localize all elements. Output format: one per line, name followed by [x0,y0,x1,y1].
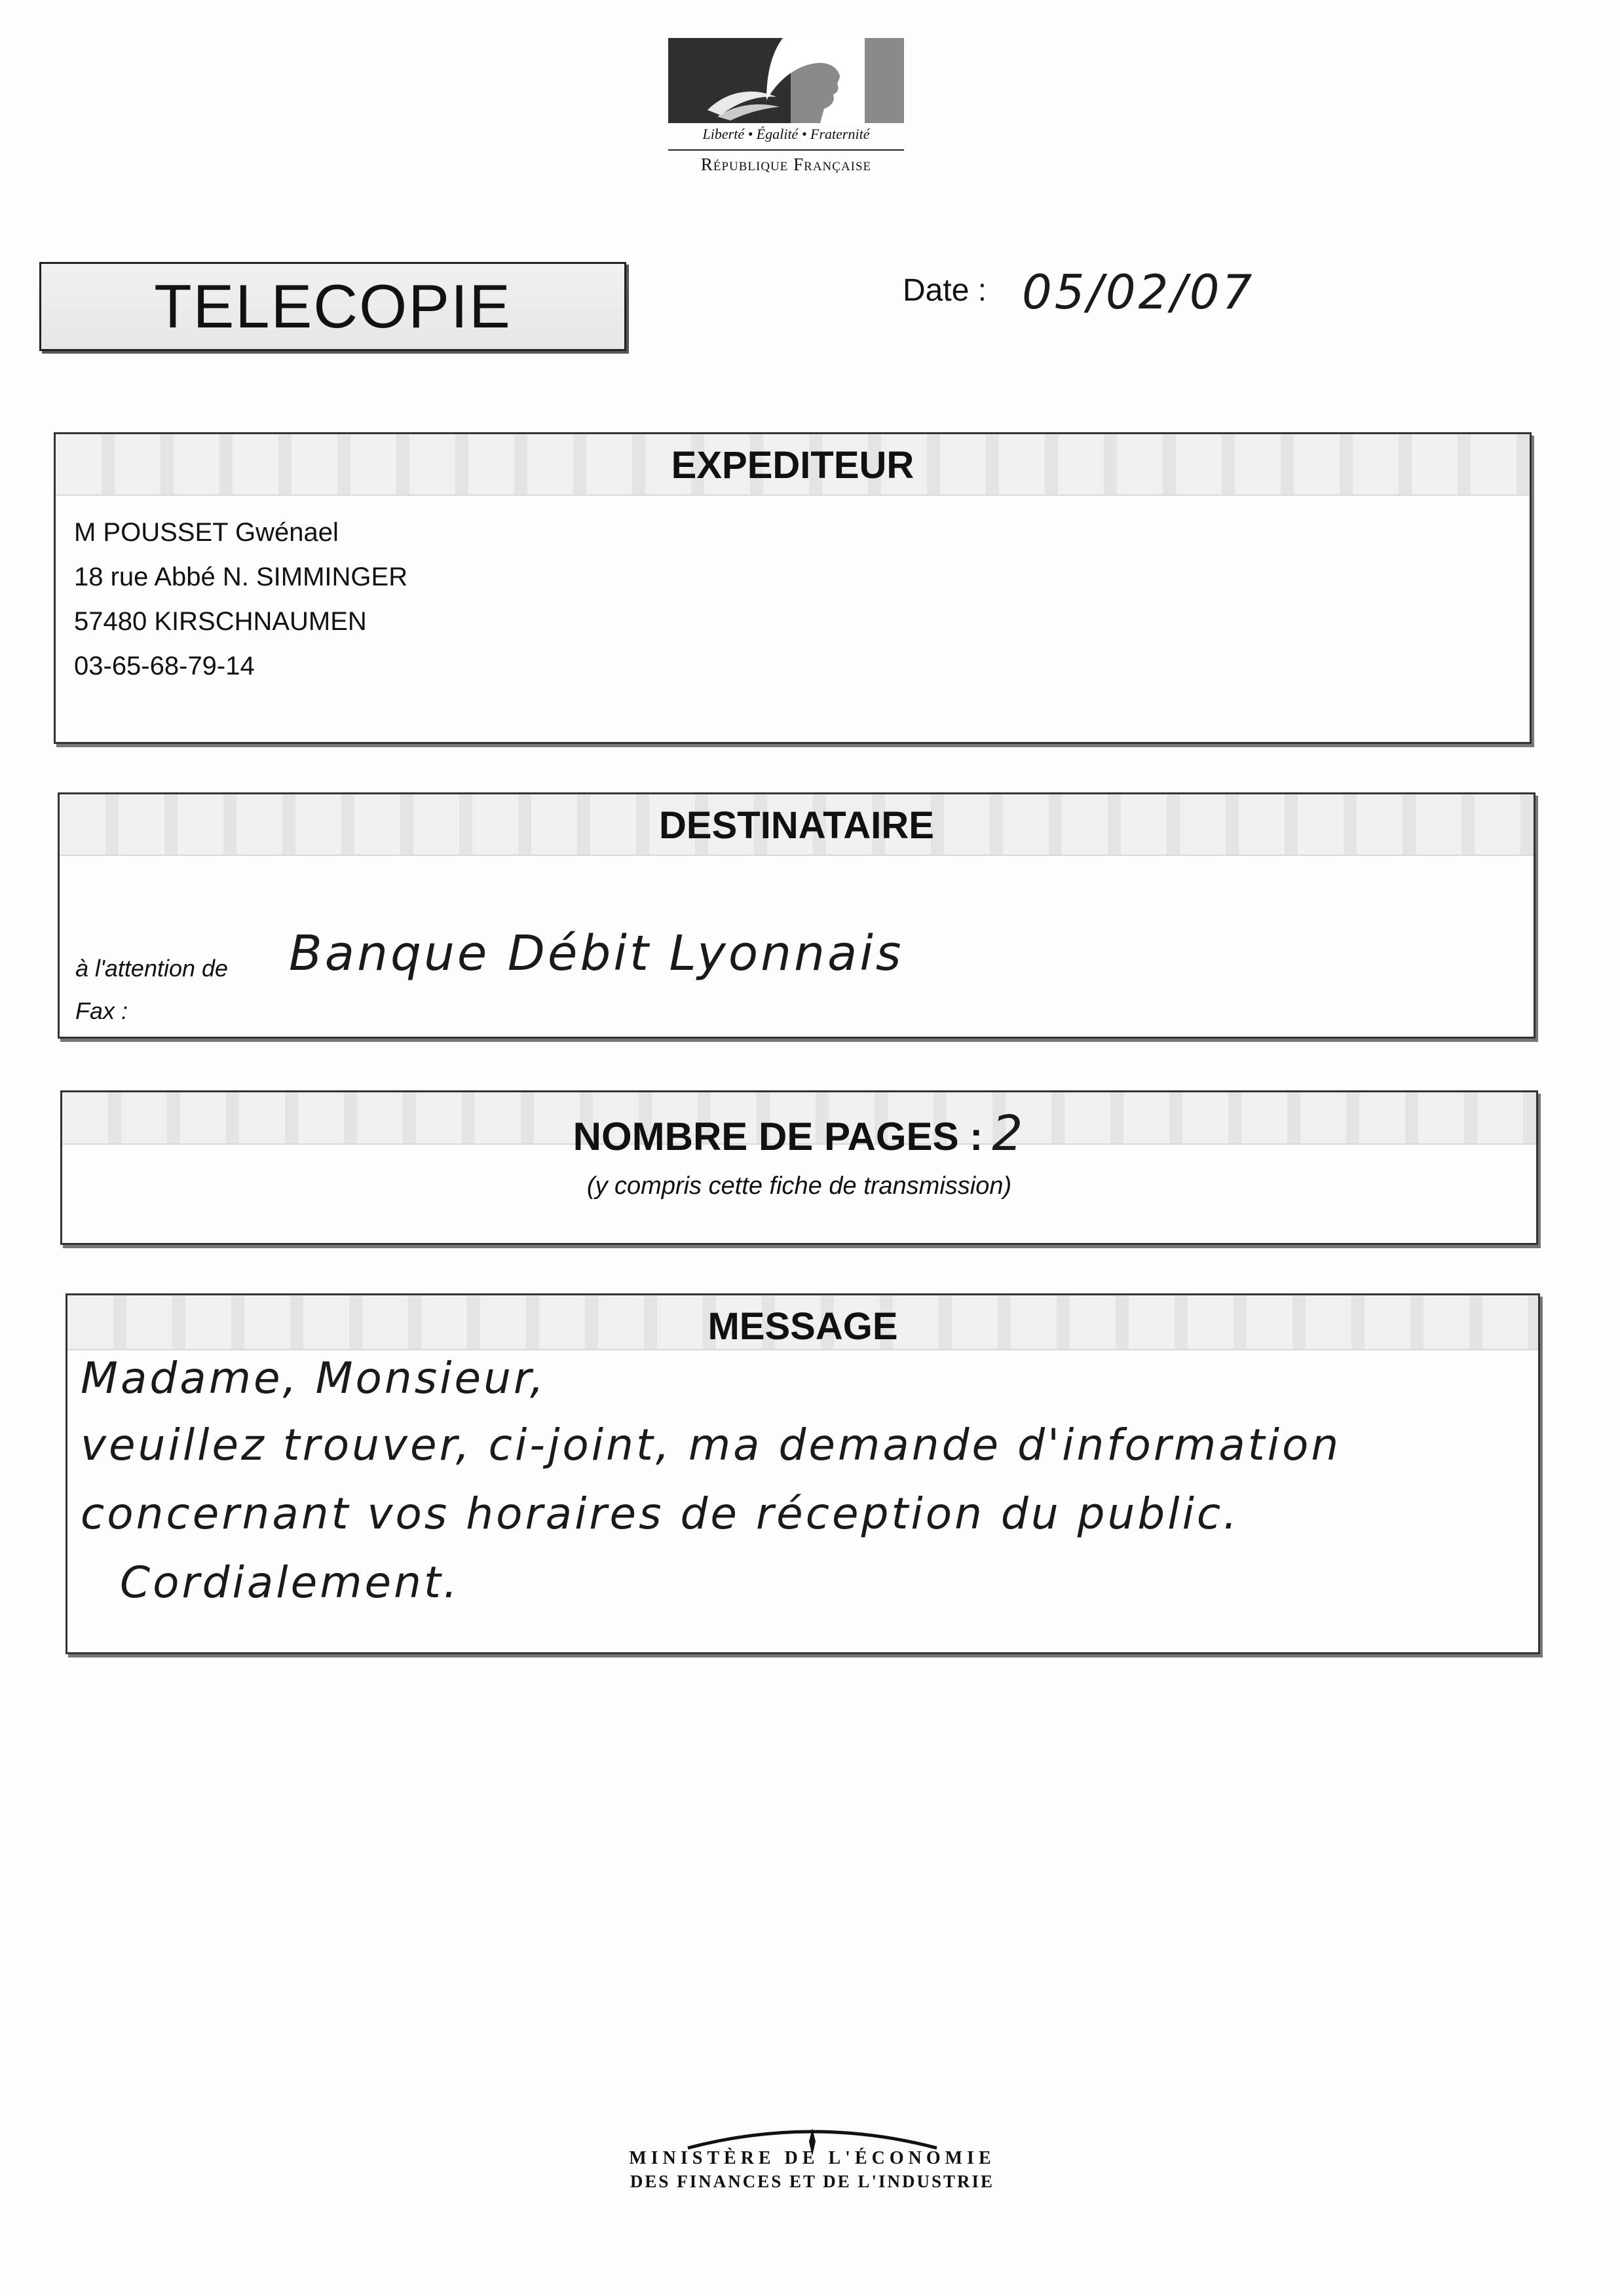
sender-name: M POUSSET Gwénael [74,518,339,547]
logo-divider [668,149,904,151]
republic-name: République Française [700,155,872,174]
message-line: Madame, Monsieur, [81,1353,546,1403]
message-section [66,1293,1540,1654]
marianne-profile-icon [668,38,904,123]
title-box [39,262,626,351]
fax-label: Fax : [75,997,128,1024]
page-count-section [60,1090,1538,1245]
marianne-logo [668,38,904,123]
republic-motto: Liberté • Égalité • Fraternité [702,126,870,142]
message-line: concernant vos horaires de réception du public. [81,1489,1240,1539]
ministry-name-line1: MINISTÈRE DE L'ÉCONOMIE [629,2148,996,2168]
date-value: 05/02/07 [1022,265,1255,320]
recipient-section [58,792,1535,1039]
sender-phone: 03-65-68-79-14 [74,652,255,680]
attention-value: Banque Débit Lyonnais [289,925,904,982]
page-count-note: (y compris cette fiche de transmission) [586,1172,1012,1200]
recipient-heading: DESTINATAIRE [659,804,934,847]
page-count-label: NOMBRE DE PAGES : [573,1115,983,1158]
message-heading: MESSAGE [707,1305,898,1348]
page-count-heading [62,1105,1536,1162]
ministry-name-line2: DES FINANCES ET DE L'INDUSTRIE [630,2172,995,2191]
sender-street: 18 rue Abbé N. SIMMINGER [74,563,408,591]
sender-city: 57480 KIRSCHNAUMEN [74,607,367,636]
date-label: Date : [903,273,987,308]
message-line: veuillez trouver, ci-joint, ma demande d'information [81,1420,1342,1470]
sender-heading: EXPEDITEUR [671,444,914,487]
document-title: TELECOPIE [154,272,512,341]
attention-label: à l'attention de [75,955,229,982]
sender-section [54,432,1532,744]
page-count-value: 2 [992,1105,1026,1162]
message-line: Cordialement. [120,1557,460,1608]
